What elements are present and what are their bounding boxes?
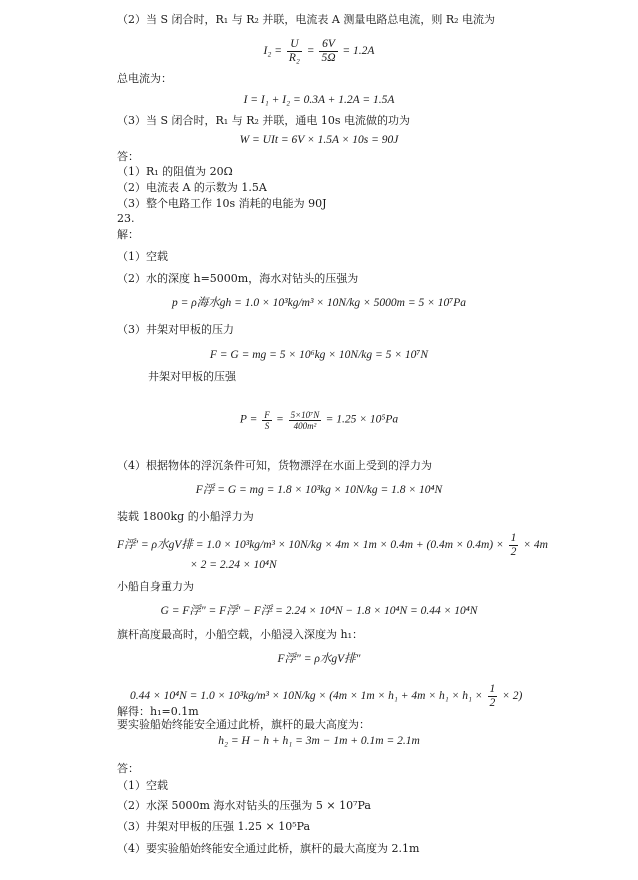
denominator: R₂ xyxy=(288,52,300,64)
equation-total-current: I = I₁ + I₂ = 0.3A + 1.2A = 1.5A xyxy=(243,94,395,106)
text-line: 装载 1800kg 的小船浮力为 xyxy=(117,510,254,523)
denominator: 5Ω xyxy=(321,52,336,64)
answer-label: 答： xyxy=(117,762,139,775)
text-line: （3）井架对甲板的压力 xyxy=(117,323,234,336)
equation-buoyancy: F浮 = G = mg = 1.8 × 10³kg × 10N/kg = 1.8 × 10⁴N xyxy=(195,484,443,496)
denominator: 2 xyxy=(489,697,496,709)
equation-boat-weight: G = F浮″ = F浮′ − F浮 = 2.24 × 10⁴N − 1.8 × 10⁴N = 0.44 × 10⁴N xyxy=(160,605,478,617)
text-line: 要实验船始终能安全通过此桥，旗杆的最大高度为： xyxy=(117,718,370,731)
text-line: （2）当 S 闭合时，R₁ 与 R₂ 并联，电流表 A 测量电路总电流，则 R₂ 电流为 xyxy=(117,13,496,26)
text-line: （4）根据物体的浮沉条件可知，货物漂浮在水面上受到的浮力为 xyxy=(117,459,432,472)
equation-force: F = G = mg = 5 × 10⁶kg × 10N/kg = 5 × 10⁷N xyxy=(209,349,429,361)
numerator: 1 xyxy=(510,532,517,544)
text-line: 总电流为： xyxy=(117,72,172,85)
question-number: 23. xyxy=(117,212,135,225)
text-line: 井架对甲板的压强 xyxy=(148,370,236,383)
equation-text: I₂ = xyxy=(263,45,283,58)
equation-boat-buoyancy-cont: × 2 = 2.24 × 10⁴N xyxy=(190,559,277,571)
numerator: 1 xyxy=(489,683,496,695)
fraction xyxy=(289,410,322,431)
fraction xyxy=(488,683,498,710)
equation-flagpole: h₂ = H − h + h₁ = 3m − 1m + 0.1m = 2.1m xyxy=(218,735,420,747)
answer-label: 答： xyxy=(117,150,139,163)
equation-boat-buoyancy xyxy=(117,532,548,559)
answer-item: （3）井架对甲板的压强 1.25 × 10⁵Pa xyxy=(117,820,311,833)
fraction xyxy=(319,38,337,65)
answer-item: （2）电流表 A 的示数为 1.5A xyxy=(117,181,267,194)
equation-text: = 1.2A xyxy=(342,45,375,58)
equation-text: = 1.25 × 10⁵Pa xyxy=(325,413,399,426)
equation-text: 0.44 × 10⁴N = 1.0 × 10³kg/m³ × 10N/kg × (4m × 1m × h₁ + 4m × h₁ × h₁ × xyxy=(130,690,483,703)
text-line: （3）当 S 闭合时，R₁ 与 R₂ 并联，通电 10s 电流做的功为 xyxy=(117,114,411,127)
fraction xyxy=(287,38,302,65)
denominator: 2 xyxy=(510,546,517,558)
equation-deck-pressure xyxy=(0,410,638,431)
text-line: 小船自身重力为 xyxy=(117,580,194,593)
numerator: U xyxy=(287,38,302,52)
numerator: 6V xyxy=(319,38,337,52)
answer-item: （1）R₁ 的阻值为 20Ω xyxy=(117,165,233,178)
equation-buoyancy-empty: F浮″ = ρ水gV排″ xyxy=(277,653,361,665)
equation-text: = xyxy=(275,413,284,426)
equation-text: P = xyxy=(239,413,258,426)
equation-text: × 2) xyxy=(502,690,523,703)
equation-current-r2 xyxy=(0,38,638,65)
equation-text: = xyxy=(306,45,315,58)
equation-text: F浮′ = ρ水gV排 = 1.0 × 10³kg/m³ × 10N/kg × 4m × 1m × 0.4m + (0.4m × 0.4m) × xyxy=(117,539,504,552)
equation-work: W = UIt = 6V × 1.5A × 10s = 90J xyxy=(239,134,399,146)
equation-text: × 4m xyxy=(523,539,548,552)
equation-pressure: p = ρ海水gh = 1.0 × 10³kg/m³ × 10N/kg × 5000m = 5 × 10⁷Pa xyxy=(171,297,466,309)
solution-label: 解： xyxy=(117,228,139,241)
fraction xyxy=(509,532,519,559)
denominator: 400m² xyxy=(293,421,317,431)
answer-item: （4）要实验船始终能安全通过此桥，旗杆的最大高度为 2.1m xyxy=(117,842,420,855)
numerator: F xyxy=(264,410,270,420)
text-line: （1）空载 xyxy=(117,250,168,263)
text-line: 旗杆高度最高时，小船空载，小船浸入深度为 h₁： xyxy=(117,628,363,641)
answer-item: （1）空载 xyxy=(117,779,168,792)
denominator: S xyxy=(264,421,270,431)
fraction xyxy=(262,410,272,431)
text-line: （2）水的深度 h=5000m，海水对钻头的压强为 xyxy=(117,272,359,285)
text-line: 解得：h₁=0.1m xyxy=(117,705,199,718)
answer-item: （2）水深 5000m 海水对钻头的压强为 5 × 10⁷Pa xyxy=(117,799,371,812)
numerator: 5×10⁷N xyxy=(290,410,320,420)
answer-item: （3）整个电路工作 10s 消耗的电能为 90J xyxy=(117,197,327,210)
